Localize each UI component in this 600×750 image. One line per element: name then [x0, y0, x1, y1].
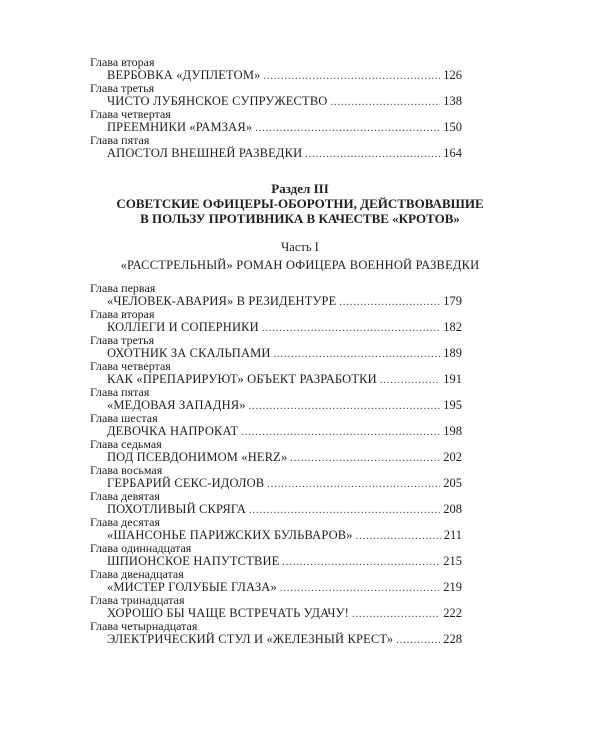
- toc-entry: [90, 594, 462, 620]
- toc-entry: [90, 464, 462, 490]
- chapter-label: Глава восьмая: [90, 463, 163, 477]
- chapter-title: ОХОТНИК ЗА СКАЛЬПАМИ: [107, 346, 271, 360]
- chapter-label: Глава пятая: [90, 385, 150, 399]
- chapter-title: ШПИОНСКОЕ НАПУТСТВИЕ: [107, 554, 280, 568]
- chapter-label: Глава двенадцатая: [90, 567, 184, 581]
- page-number: 164: [443, 146, 462, 160]
- toc-entry: [90, 412, 462, 438]
- toc-entry: [90, 490, 462, 516]
- chapter-label: Глава вторая: [90, 55, 155, 69]
- section-heading: [90, 181, 510, 226]
- chapter-label: Глава девятая: [90, 489, 160, 503]
- toc-entry: [90, 56, 462, 82]
- chapter-label: Глава шестая: [90, 411, 158, 425]
- page-number: 211: [443, 528, 462, 542]
- page-number: 138: [443, 94, 462, 108]
- chapter-title: ДЕВОЧКА НАПРОКАТ: [107, 424, 239, 438]
- chapter-title: ЭЛЕКТРИЧЕСКИЙ СТУЛ И «ЖЕЛЕЗНЫЙ КРЕСТ»: [107, 632, 394, 646]
- toc-entry: [90, 386, 462, 412]
- section-label: Раздел III: [271, 181, 329, 196]
- page-number: 182: [443, 320, 462, 334]
- toc-entry: [90, 282, 462, 308]
- chapter-title: АПОСТОЛ ВНЕШНЕЙ РАЗВЕДКИ: [107, 146, 303, 160]
- page-number: 205: [443, 476, 462, 490]
- chapter-label: Глава вторая: [90, 307, 155, 321]
- chapter-line: [90, 633, 462, 646]
- chapter-label: Глава одиннадцатая: [90, 541, 192, 555]
- chapter-label: Глава первая: [90, 281, 156, 295]
- chapter-line: [90, 147, 462, 160]
- page-number: 228: [443, 632, 462, 646]
- dot-leader: [305, 148, 440, 161]
- chapter-label: Глава тринадцатая: [90, 593, 185, 607]
- toc-entry: [90, 620, 462, 646]
- toc-part-list: [90, 282, 462, 646]
- page-number: 219: [443, 580, 462, 594]
- section-title-line: В ПОЛЬЗУ ПРОТИВНИКА В КАЧЕСТВЕ «КРОТОВ»: [140, 211, 460, 226]
- toc-entry: [90, 134, 462, 160]
- chapter-title: «МЕДОВАЯ ЗАПАДНЯ»: [107, 398, 246, 412]
- page-number: 202: [443, 450, 462, 464]
- toc-entry: [90, 334, 462, 360]
- chapter-label: Глава пятая: [90, 133, 150, 147]
- chapter-title: ЧИСТО ЛУБЯНСКОЕ СУПРУЖЕСТВО: [107, 94, 328, 108]
- chapter-title: ХОРОШО БЫ ЧАЩЕ ВСТРЕЧАТЬ УДАЧУ!: [107, 606, 349, 620]
- chapter-title: ВЕРБОВКА «ДУПЛЕТОМ»: [107, 68, 261, 82]
- chapter-label: Глава третья: [90, 333, 155, 347]
- chapter-title: КОЛЛЕГИ И СОПЕРНИКИ: [107, 320, 259, 334]
- page-number: 189: [443, 346, 462, 360]
- section-title-line: СОВЕТСКИЕ ОФИЦЕРЫ-ОБОРОТНИ, ДЕЙСТВОВАВШИЕ: [116, 196, 484, 211]
- part-heading: [90, 240, 510, 272]
- toc-top-list: [90, 56, 462, 160]
- chapter-title: ПРЕЕМНИКИ «РАМЗАЯ»: [107, 120, 253, 134]
- toc-entry: [90, 438, 462, 464]
- page-number: 126: [443, 68, 462, 82]
- toc-entry: [90, 360, 462, 386]
- chapter-label: Глава четвертая: [90, 107, 171, 121]
- chapter-label: Глава десятая: [90, 515, 160, 529]
- chapter-label: Глава седьмая: [90, 437, 162, 451]
- chapter-title: «ЧЕЛОВЕК-АВАРИЯ» В РЕЗИДЕНТУРЕ: [107, 294, 337, 308]
- chapter-label: Глава четвертая: [90, 359, 171, 373]
- page-number: 208: [443, 502, 462, 516]
- page-number: 198: [443, 424, 462, 438]
- part-label: Часть I: [281, 240, 319, 254]
- chapter-title: «ШАНСОНЬЕ ПАРИЖСКИХ БУЛЬВАРОВ»: [107, 528, 353, 542]
- page-number: 150: [443, 120, 462, 134]
- toc-entry: [90, 308, 462, 334]
- chapter-title: «МИСТЕР ГОЛУБЫЕ ГЛАЗА»: [107, 580, 277, 594]
- toc-entry: [90, 108, 462, 134]
- chapter-title: ПОД ПСЕВДОНИМОМ «HERZ»: [107, 450, 288, 464]
- chapter-title: ГЕРБАРИЙ СЕКС-ИДОЛОВ: [107, 476, 265, 490]
- toc-entry: [90, 542, 462, 568]
- part-title: «РАССТРЕЛЬНЫЙ» РОМАН ОФИЦЕРА ВОЕННОЙ РАЗВЕДКИ: [120, 258, 480, 272]
- chapter-title: КАК «ПРЕПАРИРУЮТ» ОБЪЕКТ РАЗРАБОТКИ: [107, 372, 377, 386]
- chapter-title: ПОХОТЛИВЫЙ СКРЯГА: [107, 502, 247, 516]
- toc-entry: [90, 516, 462, 542]
- chapter-label: Глава третья: [90, 81, 155, 95]
- chapter-label: Глава четырнадцатая: [90, 619, 198, 633]
- dot-leader: [396, 634, 440, 647]
- page-number: 191: [443, 372, 462, 386]
- page-number: 222: [443, 606, 462, 620]
- toc-entry: [90, 82, 462, 108]
- page-number: 215: [443, 554, 462, 568]
- page-number: 195: [443, 398, 462, 412]
- toc-entry: [90, 568, 462, 594]
- page-number: 179: [443, 294, 462, 308]
